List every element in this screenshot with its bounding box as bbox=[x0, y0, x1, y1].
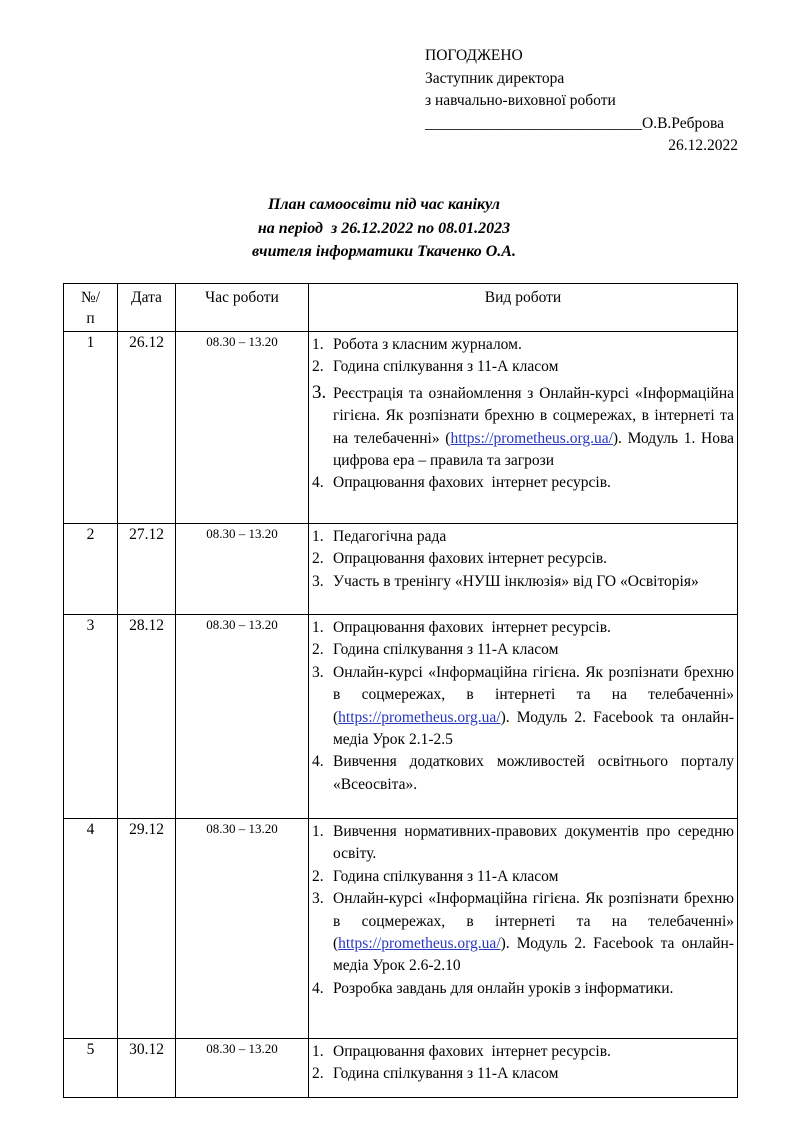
table-header-row bbox=[64, 284, 738, 332]
approval-signature-line: ____________________________О.В.Реброва bbox=[425, 114, 724, 132]
row-number-cell: 3 bbox=[64, 615, 118, 819]
item-number: 2. bbox=[312, 550, 324, 568]
table-row bbox=[64, 1039, 738, 1098]
time-cell: 08.30 – 13.20 bbox=[176, 1039, 309, 1098]
work-item bbox=[312, 751, 734, 796]
header-number bbox=[64, 284, 118, 332]
title-line3: вчителя інформатики Ткаченко О.А. bbox=[252, 243, 516, 260]
work-item bbox=[312, 334, 734, 356]
work-item bbox=[312, 1063, 734, 1085]
date-cell: 30.12 bbox=[118, 1039, 176, 1098]
row-number-cell: 1 bbox=[64, 332, 118, 524]
item-number: 2. bbox=[312, 358, 324, 376]
prometheus-link[interactable]: https://prometheus.org.ua/ bbox=[450, 429, 613, 447]
work-item-text: ). Модуль 2. Facebook та онлайн-медіа Урок 2.1-2.5 bbox=[333, 708, 734, 749]
table-row bbox=[64, 615, 738, 819]
work-item bbox=[312, 662, 734, 752]
work-item bbox=[312, 382, 734, 473]
approval-block bbox=[425, 45, 738, 158]
document-title bbox=[0, 193, 768, 264]
work-item bbox=[312, 617, 734, 639]
table-row bbox=[64, 819, 738, 1039]
item-number: 1. bbox=[312, 528, 324, 545]
table-row bbox=[64, 332, 738, 524]
item-number: 1. bbox=[312, 336, 324, 353]
header-work-type: Вид роботи bbox=[309, 284, 738, 332]
work-item-text: Опрацювання фахових інтернет ресурсів. bbox=[333, 619, 611, 636]
item-number: 3. bbox=[312, 572, 324, 590]
item-number: 2. bbox=[312, 867, 324, 885]
work-item bbox=[312, 888, 734, 978]
work-item bbox=[312, 978, 734, 1000]
work-cell bbox=[309, 332, 738, 524]
item-number: 3. bbox=[312, 890, 324, 908]
work-item-text: ). Модуль 2. Facebook та онлайн-медіа Урок 2.6-2.10 bbox=[333, 935, 734, 975]
date-cell: 29.12 bbox=[118, 819, 176, 1039]
work-item-text: Опрацювання фахових інтернет ресурсів. bbox=[333, 550, 608, 568]
title-line1: План самоосвіти під час канікул bbox=[267, 196, 501, 213]
date-cell: 27.12 bbox=[118, 524, 176, 615]
work-item-text: Година спілкування з 11-А класом bbox=[333, 641, 559, 659]
prometheus-link[interactable]: https://prometheus.org.ua/ bbox=[338, 935, 501, 953]
item-number: 2. bbox=[312, 1065, 324, 1083]
work-item-text: Вивчення додаткових можливостей освітнього порталу «Всеосвіта». bbox=[333, 753, 734, 793]
item-number: 3. bbox=[312, 381, 327, 403]
work-item bbox=[312, 639, 734, 661]
work-item-text: Участь в тренінгу «НУШ інклюзія» від ГО «Освіторія» bbox=[333, 572, 699, 590]
work-item-text: Реєстрація та ознайомлення з Онлайн-курсі «Інформаційна гігієна. Як розпізнати брехню в соцмережах, в інтернеті та на телебаченні» ( bbox=[333, 384, 734, 447]
item-number: 1. bbox=[312, 619, 324, 636]
work-cell bbox=[309, 819, 738, 1039]
work-item bbox=[312, 1041, 734, 1063]
work-item-text: Година спілкування з 11-А класом bbox=[333, 867, 559, 885]
date-cell: 26.12 bbox=[118, 332, 176, 524]
work-item bbox=[312, 548, 734, 570]
approval-position-line1: Заступник директора bbox=[425, 69, 565, 87]
plan-table-body bbox=[64, 332, 738, 1098]
time-cell: 08.30 – 13.20 bbox=[176, 524, 309, 615]
work-item-text: ). Модуль 1. Нова цифрова ера – правила та загрози bbox=[333, 429, 734, 470]
work-item-text: Вивчення нормативних-правових документів про середню освіту. bbox=[333, 823, 734, 863]
time-cell: 08.30 – 13.20 bbox=[176, 615, 309, 819]
date-cell: 28.12 bbox=[118, 615, 176, 819]
item-number: 4. bbox=[312, 753, 324, 771]
work-item-text: Онлайн-курсі «Інформаційна гігієна. Як розпізнати брехню в соцмережах, в інтернеті та на телебаченні» ( bbox=[333, 663, 734, 726]
row-number-cell: 4 bbox=[64, 819, 118, 1039]
time-cell: 08.30 – 13.20 bbox=[176, 332, 309, 524]
time-cell: 08.30 – 13.20 bbox=[176, 819, 309, 1039]
work-item bbox=[312, 526, 734, 548]
table-row bbox=[64, 524, 738, 615]
prometheus-link[interactable]: https://prometheus.org.ua/ bbox=[338, 708, 501, 726]
row-number-cell: 5 bbox=[64, 1039, 118, 1098]
work-item-text: Година спілкування з 11-А класом bbox=[333, 1065, 559, 1083]
plan-table bbox=[63, 283, 738, 1098]
work-cell bbox=[309, 1039, 738, 1098]
row-number-cell: 2 bbox=[64, 524, 118, 615]
header-number-line1: №/ bbox=[80, 289, 101, 306]
work-item-text: Робота з класним журналом. bbox=[333, 336, 522, 353]
work-item-text: Педагогічна рада bbox=[333, 528, 447, 545]
item-number: 4. bbox=[312, 979, 324, 997]
work-item bbox=[312, 356, 734, 378]
item-number: 3. bbox=[312, 663, 324, 681]
work-item bbox=[312, 571, 734, 593]
work-item bbox=[312, 821, 734, 866]
work-item bbox=[312, 472, 734, 494]
title-line2: на період з 26.12.2022 по 08.01.2023 bbox=[257, 219, 511, 237]
work-item bbox=[312, 866, 734, 888]
header-date: Дата bbox=[118, 284, 176, 332]
work-item-text: Година спілкування з 11-А класом bbox=[333, 358, 559, 376]
work-cell bbox=[309, 524, 738, 615]
approval-position-line2: з навчально-виховної роботи bbox=[425, 92, 616, 109]
approval-date: 26.12.2022 bbox=[668, 137, 738, 154]
header-time: Час роботи bbox=[176, 284, 309, 332]
header-number-line2: п bbox=[86, 310, 95, 327]
work-item-text: Опрацювання фахових інтернет ресурсів. bbox=[333, 1043, 611, 1060]
work-item-text: Онлайн-курсі «Інформаційна гігієна. Як розпізнати брехню в соцмережах, в інтернеті та на телебаченні» ( bbox=[333, 890, 734, 953]
work-cell bbox=[309, 615, 738, 819]
item-number: 2. bbox=[312, 641, 324, 659]
item-number: 4. bbox=[312, 474, 324, 492]
work-item-text: Опрацювання фахових інтернет ресурсів. bbox=[333, 474, 611, 492]
approval-status: ПОГОДЖЕНО bbox=[425, 47, 523, 64]
item-number: 1. bbox=[312, 1043, 324, 1060]
item-number: 1. bbox=[312, 823, 324, 840]
work-item-text: Розробка завдань для онлайн уроків з інформатики. bbox=[333, 979, 674, 997]
